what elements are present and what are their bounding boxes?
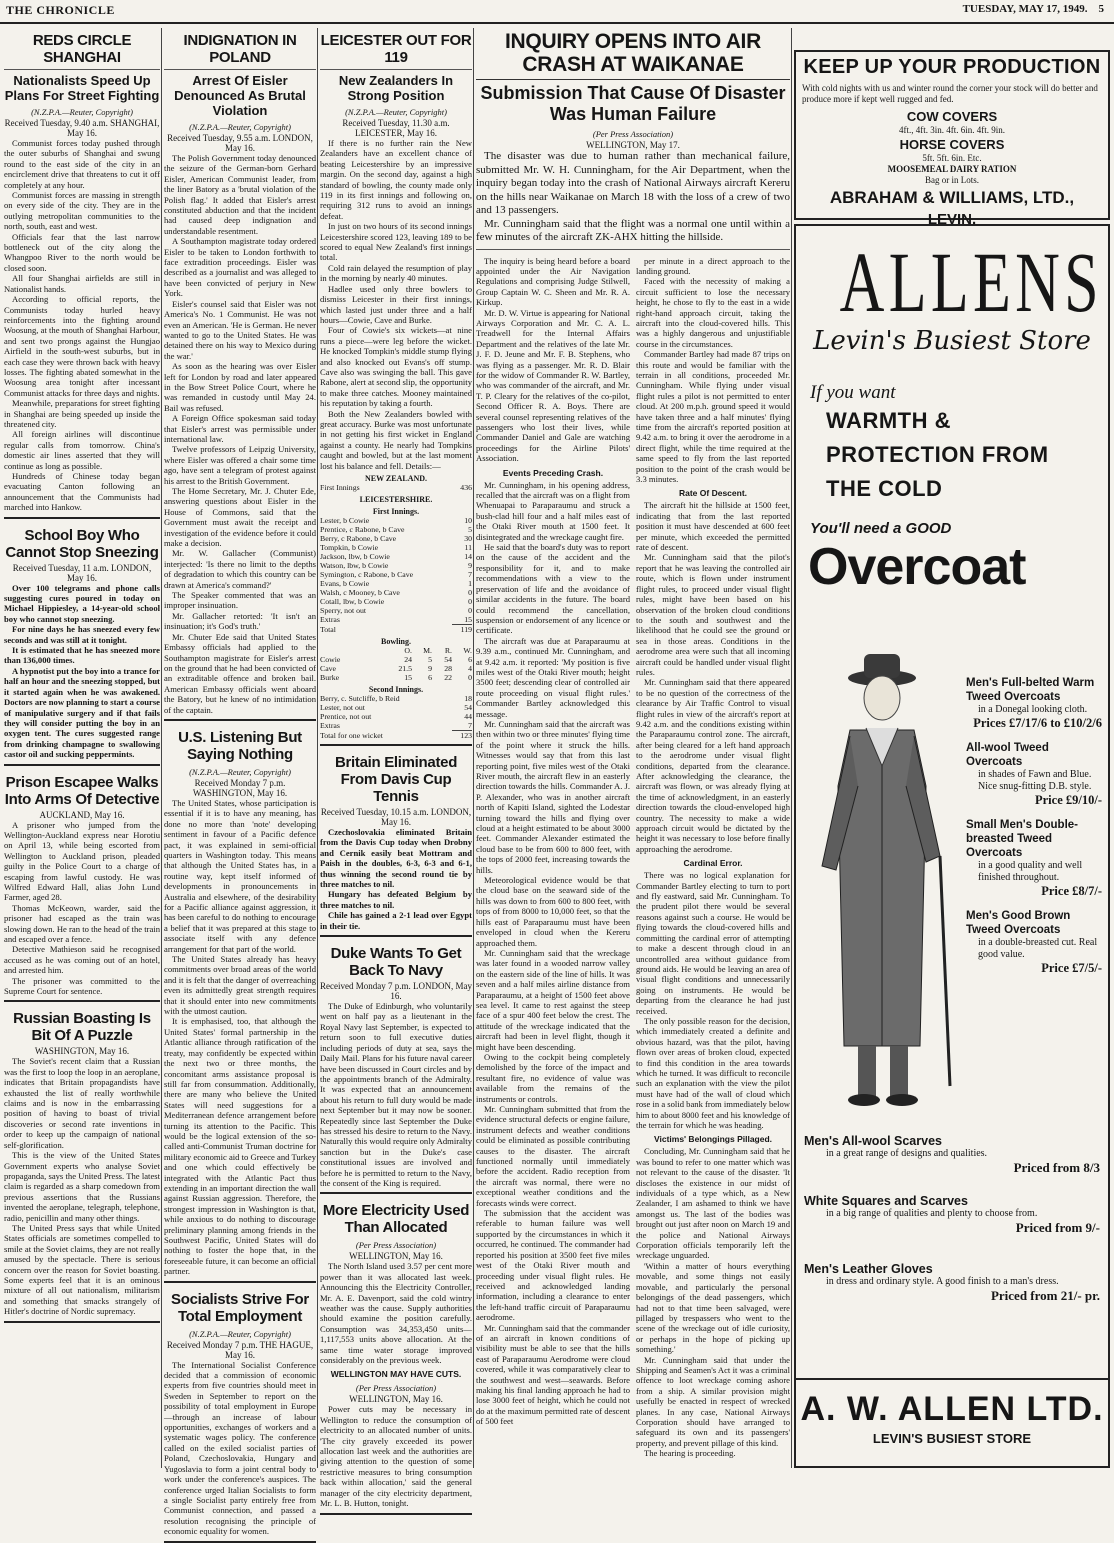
paragraph: A hypnotist put the boy into a trance for half an hour and the sneezing stopped, but it started again when he was awakened. Doctors are now planning to start a course of manipulative surgery and if that fails they will consider putting the boy in an oxygen tent. The cures suggested range from drinking champagne to swallowing castor oil and sucking peppermints. <box>4 665 160 760</box>
paragraph: A Southampton magistrate today ordered Eisler to be taken to London forthwith to face extradition proceedings. Eisler was described as a journalist and was alleged to have been convicted of perjury in New York. <box>164 236 316 299</box>
lead-story-air-crash <box>476 28 790 1468</box>
overcoat-item: Men's Good Brown Tweed Overcoats in a double-breasted cut. Real good value. Price £7/5/- <box>966 910 1102 975</box>
headline: Russian Boasting Is Bit Of A Puzzle <box>13 1010 151 1045</box>
paragraph: Four of Cowie's six wickets—at nine runs a piece—were leg before the wicket. He knocked Tompkin's middle stump flying and also knocked out Evans's off stump. Cave also was swinging the ball. This gave Rabone, alert at second slip, the opportunity to make three catches. Mooney maintained his reputation by taking a fourth. <box>320 325 472 409</box>
score-row: Tompkin, b Cowie 11 <box>320 543 472 552</box>
dateline: Received Tuesday, 9.40 a.m. SHANGHAI, May 16. <box>4 118 160 138</box>
allen-footer: A. W. ALLEN LTD. LEVIN'S BUSIEST STORE <box>796 1378 1108 1466</box>
score-row: Symington, c Rabone, b Cave 7 <box>320 570 472 579</box>
paragraph: Mr. Cunningham said that the aircraft was then within two or three minutes' flying time of the point where it struck the hills. Witnesses would say that from this last reporting point, five miles west of the Otaki River mouth, the aircraft flew in an easterly direction towards the hills. Commander A. J. P. Alexander, who was in another aircraft north of Kapiti Island, sighted the Lodestar turning toward the hills and flying over cloud at a height estimated to be about 3000 feet. Commander Alexander estimated the cloud base to be from 600 to 800 feet, with the tops of 2000 feet, increasing towards the hills. <box>476 718 630 875</box>
score-row: Extras 15 <box>320 615 472 624</box>
column-2 <box>164 28 316 1537</box>
paragraph: Mr. Cunningham, in his opening address, recalled that the aircraft was on a flight from Whenuapai to Paraparaumu and struck a bush-clad hill four and a half miles east of the Otaki River mouth at 1500 feet. It disintegrated and the wreckage caught fire. <box>476 479 630 542</box>
paragraph: Mr. Cunningham said that there appeared to be no question of the correctness of the clearance by Air Traffic Control to visual flight rules in view of the aircraft's report at 9.42 a.m. and the conditions existing within the Paraparaumu control zone. The aircraft, after being cleared for a left hand approach to the aerodrome under visual flight conditions, departed from the clearance. After acknowledging the clearance, the aircraft was flown, or was already flying at the time of acknowledgment, in an easterly direction towards the cloud-enveloped high country. The necessity to make a wide approach circuit would be dictated by the height it was necessary to lose before finally approaching the aerodrome. <box>636 677 790 854</box>
dateline: Received Tuesday, 9.55 a.m. LONDON, May 16. <box>167 133 313 153</box>
story-body <box>164 798 316 1277</box>
story-body <box>320 827 472 931</box>
ads-column <box>794 28 1110 1468</box>
story-body <box>320 1404 472 1508</box>
paragraph: Mr. Cunningham submitted that from the evidence structural defects or engine failure, instrument defects and weather conditions could be eliminated as possible contributing causes to the disaster. The aircraft functioned normally until immediately before the accident. Radio reception from the aircraft was normal, there were no exceptional weather conditions and the forecasts winds were correct. <box>476 1104 630 1208</box>
score-row: Prentice, c Rabone, b Cave 5 <box>320 525 472 534</box>
dateline: WELLINGTON, May 17. <box>586 140 680 150</box>
paragraph: A prisoner who jumped from the Wellington-Auckland express near Horotiu on April 13, while being escorted from Wellington to Auckland prison, pleaded guilty in the Police Court to a charge of escaping from lawful custody. He was Wilfred Edward Hall, alias John Lund Farmer, aged 28. <box>4 819 160 903</box>
paragraph: Both the New Zealanders bowled with great accuracy. Burke was most unfortunate in not getting his first wicket in England against a county. He nearly had Tompkins caught and bowled, but at the last moment lost his balance and fell. Details:— <box>320 408 472 471</box>
dateline: WELLINGTON, May 16. <box>349 1251 443 1262</box>
paragraph: The International Socialist Conference decided that a commission of economic experts from five countries should meet in Sweden in September to report on the possibility of total employment in Europe—through an increase of labour opportunities, exchanges of workers and a systematic wages policy. The conference called on the exiled socialist parties of Poland, Czechoslovakia, Hungary and Yugoslavia to form a joint central body to work under the conference's auspices. The conference urged Italian Socialists to form a single Socialist party entirely free from Communist connection, and passed a resolution recognising the principle of economic equality for women. <box>164 1359 316 1537</box>
story-socialists <box>164 1287 316 1543</box>
paragraph: The only possible reason for the decision, which immediately created a definite and obvious hazard, was that the pilot, having flown over areas of broken cloud, expected to find this condition in the area towards which he turned. It was difficult to reconcile such an explanation with the view the pilot must have had of the wall of cloud which rose in a solid bank from immediately below him to about 8000 feet and his knowledge of the terrain for which he was heading. <box>636 1015 790 1130</box>
dateline: Received Tuesday, 11.30 a.m. LEICESTER, May 16. <box>342 118 450 138</box>
headline: LEICESTER OUT FOR 119 <box>320 32 472 66</box>
paragraph: The Home Secretary, Mr. J. Chuter Ede, answering questions about Eisler in the House of Commons, said that the Government must await the receipt and investigation of the evidence before it could make a decision. <box>164 486 316 549</box>
paragraph: It is emphasised, too, that although the United States' formal partnership in the Atlantic alliance through ratification of the treaty, may confidently be expected within the next two or three months, the concomitant arms assistance proposal is still far from consummation. Additionally, there are many who believe the United States will need suggestions for a Mediterranean defence arrangement before turning its attention to the Pacific. This would be the logical extension of the so-called anti-Communist Truman doctrine for military economic aid to Greece and Turkey and one which could effectively be integrated with the Atlantic Pact thus extending in an important direction the wall against Russian aggression. Therefore, the strongest impression in Washington is that, while anxious to do nothing to discourage preliminary planning among friends in the Southwest Pacific, United States will do nothing to foster the hope that, in the foreseeable future, it can become an official partner. <box>164 1016 316 1277</box>
paragraph: Mr. Cunningham said that the commander of an aircraft in known conditions of visibility must be able to see that the hills east of Paraparaumu Aerodrome were cloud covered, while it was comparatively clear to the southwest and west—seawards. Before making his final landing approach he had to lose 3000 feet of height, which he could not do at the maximum permitted rate of descent of 500 feet <box>476 1322 630 1427</box>
score-row: Berry, c Rabone, b Cave 30 <box>320 534 472 543</box>
headline: Duke Wants To Get Back To Navy <box>330 945 462 980</box>
paper-name: THE CHRONICLE <box>6 3 115 17</box>
paragraph: The Duke of Edinburgh, who voluntarily went on half pay as a lieutenant in the Royal Navy last September, is expected to return soon to full executive duties including periods of duty at sea, says the Daily Mail. Plans for his future naval career have been discussed in Court circles and by the appointments branch of the Admiralty. It was expected that an announcement about his return to full duty would be made next September but it may now be sooner. Repeatedly since last September the Duke has stressed his desire to return to the Navy. Naturally this would require only Admiralty sanction but in the Duke's case constitutional issues are involved and before he is permitted to return to the Navy, the consent of the King is required. <box>320 1001 472 1188</box>
overcoat-item: Small Men's Double-breasted Tweed Overcoats in a good quality and well finished throughout. Price £8/7/- <box>966 819 1102 898</box>
paragraph: Detective Mathieson said he recognised accused as he was coming out of an hotel, and arrested him. <box>4 944 160 976</box>
paragraph: Twelve professors of Leipzig University, where Eisler was offered a chair some time ago, have sent a telegram of protest against his arrest to the British Government. <box>164 444 316 486</box>
column-1 <box>4 28 160 1468</box>
scorecard-second-innings <box>320 694 472 730</box>
paragraph: The Soviet's recent claim that a Russian was the first to loop the loop in an aeroplane, indicates that Britain propagandists have exhausted the list of really worthwhile claims and is now in the embarrassing position of having to boast of trivial discoveries or second rate inventions in order to keep up the campaign of national self-glorification. <box>4 1056 160 1150</box>
subhead: Submission That Cause Of Disaster Was Human Failure <box>476 79 790 125</box>
headline: INQUIRY OPENS INTO AIR CRASH AT WAIKANAE <box>505 30 761 76</box>
paragraph: Thomas McKeown, warder, said the prisoner had escaped as the train was slowing down. He ran to the head of the train and escaped over a fence. <box>4 902 160 944</box>
paragraph: The prisoner was committed to the Supreme Court for sentence. <box>4 975 160 997</box>
accessory-squares: White Squares and Scarves in a big range of qualities and plenty to choose from. Priced from 9/- <box>804 1194 1100 1235</box>
score-row: Evans, b Cowie 1 <box>320 579 472 588</box>
story-schoolboy <box>4 523 160 766</box>
paragraph: Meanwhile, preparations for street fighting in Shanghai are being speeded up inside the threatened city. <box>4 398 160 429</box>
masthead <box>0 0 1114 24</box>
score-row: Lester, b Cowie 10 <box>320 516 472 525</box>
scorecard-nz: First Innings 436 <box>320 483 472 492</box>
paragraph: He said that the board's duty was to report on the cause of the accident and the responsibility for it, and to make recommendations with a view to the preservation of life and the avoidance of similar accidents in the future. The board could recommend the cancellation, suspension or endorsement of any licence or certificate. <box>476 542 630 636</box>
paragraph: Mr. D. W. Virtue is appearing for National Airways Corporation and Mr. C. A. L. Treadwell for the Internal Affairs Department and the relatives of the late Mr. J. F. D. Jeune and Mr. F. B. Stephens, who was flying as a passenger. Mr. R. D. Blair for the widow of Commander R. W. Bartley, who was commander of the aircraft, and Mr. T. P. Cleary for the relatives of the co-pilot, Second Officer R. A. Boys. There are several counsel representing relatives of the passengers who lost their lives, while Commander Daniel and Gale are watching proceedings for the Airline Pilots' Association. <box>476 307 630 464</box>
story-body <box>4 583 160 760</box>
paragraph: Cold rain delayed the resumption of play in the morning by nearly 40 minutes. <box>320 262 472 284</box>
paragraph: Mr. Gallacher retorted: 'It isn't an insinuation; it's God's truth.' <box>164 610 316 632</box>
headline: REDS CIRCLE SHANGHAI <box>32 32 132 66</box>
paragraph: Owing to the cockpit being completely demolished by the force of the impact and resultant fire, no evidence of value was available from the remains of the instruments or controls. <box>476 1051 630 1104</box>
paragraph: Chile has gained a 2-1 lead over Egypt in their tie. <box>320 910 472 931</box>
paragraph: 'Within a matter of hours everything movable, and some things not easily movable, and particularly the personal belongings of the dead passengers, which had not to that time been salvaged, were pillaged by trespassers who went to the scene of the wreckage out of idle curiosity, or perhaps in the hope of picking up something.' <box>636 1260 790 1355</box>
credit: (N.Z.P.A.—Reuter, Copyright) <box>189 122 291 132</box>
subhead: New Zealanders In Strong Position <box>320 69 472 103</box>
scorecard-second-total: Total for one wicket 123 <box>320 730 472 740</box>
story-body <box>4 820 160 997</box>
overcoat-man-illustration <box>802 646 962 1116</box>
paragraph: The Speaker commented that was an improper insinuation. <box>164 590 316 611</box>
paragraph: A Foreign Office spokesman said today that Eisler's arrest was permissible under international law. <box>164 413 316 444</box>
paragraph: The disaster was due to human rather than mechanical failure, submitted Mr. W. H. Cunningham, for the Air Department, when the inquiry began today into the crash of National Airways aircraft Kereru on the hills near Waikanae on March 18 with the loss of a crew of two and 13 passengers. <box>476 150 790 216</box>
score-row: Watson, lbw, b Cowie 9 <box>320 561 472 570</box>
story-electricity <box>320 1198 472 1514</box>
story-body <box>164 153 316 715</box>
overcoat-list <box>966 666 1106 976</box>
story-reds-shanghai <box>4 28 160 519</box>
paragraph: Eisler's counsel said that Eisler was not America's No. 1 Communist. He was not even an American. 'He is German. He never wanted to go to the United States. He was detained there on his way to Mexico during the war.' <box>164 298 316 361</box>
score-row: Cotall, lbw, b Cowie 0 <box>320 597 472 606</box>
paragraph: Hadlee used only three bowlers to dismiss Leicester in their first innings, which lasted just under three and a half hours—Cowie, Cave and Burke. <box>320 283 472 325</box>
scorecard-total: Total 119 <box>320 624 472 634</box>
ad-allens: ALLENS Levin's Busiest Store If you want WARMTH & PROTECTION FROM THE COLD You'll need a GOOD Overcoat Men's Full-belted Warm Tweed Overcoats in a Donegal looking cloth. Prices £7/17/6 to £10/2/6 All-wool Tweed Overcoats in shades of Fawn and Blue. Nice snug-fitting D.B. style. Price £9/10/- Small Men's Double-breasted Tweed Overcoats in a good quality and well finished throughout. Price £8/7/- Men's Good Brown Tweed Overcoats in a double-breasted cut. Real good value. Price £7/5/- Men's All-wool Scarves in a great range of designs and qualities. Priced from 8/3 White Squares and Scarves in a big range of qualities and plenty to choose from. Priced from 9/- Men's Leather Gloves in dress and ordinary style. A good finish to a man's dress. Priced from 21/- pr. A. W. ALLEN LTD. LEVIN'S BUSIEST STORE <box>794 224 1110 1468</box>
paragraph: Mr. Cunningham said that under the Shipping and Seamen's Act it was a criminal offence to loot wreckage coming ashore from a ship. A similar provision might usefully be enacted in respect of wrecked planes. In any case, National Airways Corporation should have arranged to safeguard its own and its passengers' property, and prevent pillage of this kind. <box>636 1354 790 1448</box>
paragraph: Mr. W. Gallacher (Communist) interjected: 'Is there no limit to the depths of degradation to which this country can be drawn at America's command?' <box>164 548 316 590</box>
paragraph: The inquiry is being heard before a board appointed under the Air Navigation Regulations and comprising Judge Stilwell, Group Captain W. C. Sheen and Mr. R. A. Kirkup. <box>476 255 630 308</box>
story-body <box>320 1261 472 1365</box>
paragraph: The submission that the accident was referable to human failure was well supported by the circumstances in which it occurred, he continued. The commander had reported his position at 3500 feet five miles west of the Otaki River mouth and proceeding under visual flight rules. He received and acknowledged landing information, including a clearance to enter the left-hand traffic circuit of Paraparaumu aerodrome. <box>476 1208 630 1323</box>
paragraph: There was no logical explanation for Commander Bartley electing to turn to port and fly eastward, said Mr. Cunningham. To the prudent pilot there would be several reasons against such a course. He would be flying towards the cloud-covered hills and committing the cardinal error of attempting to make a descent through cloud in an uncontrolled area without guidance from ground aids. He would be leaving an area of visual flight conditions and unnecessarily going on instruments. He would be departing from the clearance he had just received. <box>636 870 790 1016</box>
bowling-row: Cowie 24 5 54 6 <box>320 655 472 664</box>
story-duke <box>320 941 472 1194</box>
section-heading: Rate Of Descent. <box>678 488 748 499</box>
paragraph: Officials fear that the last narrow bottleneck out of the city along the Whangpoo River to the north would be closed soon. <box>4 231 160 273</box>
headline: Socialists Strive For Total Employment <box>171 1290 309 1325</box>
paragraph: The United Press says that while United States officials are sometimes compelled to smile at the Soviet claims, they are not really amused by the spectacle. There is serious concern over the reason for Soviet boasting. Some experts feel that it is an ominous mixture of all out nationalism, militarism and something that smacks strangely of Hitler's doctrine of Nordic supremacy. <box>4 1222 160 1317</box>
headline: U.S. Listening But Saying Nothing <box>178 728 302 763</box>
story-prison-escapee <box>4 770 160 1003</box>
paragraph: Commander Bartley had made 87 trips on this route and would be familiar with the terrain in all conditions, proceeded Mr. Cunningham. While flying under visual flight rules a pilot is not permitted to enter cloud. At 200 m.p.h. ground speed it would have taken three and a half minutes' flying time from the aircraft's reported position at 9.42 a.m. to bring it over the aerodrome in a direct flight, while the time required at the same speed to fly from the last reported position to the point of the crash would be 3.3 minutes. <box>636 349 790 485</box>
story-body <box>4 138 160 513</box>
dateline: AUCKLAND, May 16. <box>39 809 125 820</box>
story-body <box>320 138 472 471</box>
accessory-gloves: Men's Leather Gloves in dress and ordinary style. A good finish to a man's dress. Priced from 21/- pr. <box>804 1262 1100 1303</box>
paragraph: Mr. Cunningham said that the wreckage was later found in a wooded narrow valley on the eastern side of the line of hills. It was seven and a half miles airline distance from Paraparaumu, at a height of 1500 feet above sea level. It came to rest against the steep face of a spur 400 feet below the crest. The attitude of the wreckage indicated that the aircraft had been in level flight, though it might have been descending. <box>476 947 630 1052</box>
paragraph: For nine days he has sneezed every few seconds and was still at it tonight. <box>4 624 160 645</box>
credit: (N.Z.P.A.—Reuter, Copyright) <box>189 766 291 777</box>
paragraph: The aircraft was due at Paraparaumu at 9.39 a.m., continued Mr. Cunningham, and at 9.42 a.m. it reported: 'My position is five miles west of the Otaki River mouth; height 3500 feet; descending clear of controlled air route proceeding on visual flight rules.' Commander Bartley acknowledged this message. <box>476 635 630 719</box>
paragraph: Hundreds of Chinese today began evacuating Canton following an announcement that the Communists had marched into Hankow. <box>4 471 160 513</box>
credit: (Per Press Association) <box>592 129 674 139</box>
section-heading: Events Preceding Crash. <box>502 467 604 478</box>
ad-abraham-williams: KEEP UP YOUR PRODUCTION With cold nights with us and winter round the corner your stock will do better and produce more if kept well rugged and fed. COW COVERS 4ft., 4ft. 3in. 4ft. 6in. 4ft. 9in. HORSE COVERS 5ft. 5ft. 6in. Etc. MOOSEMEAL DAIRY RATION Bag or in Lots. ABRAHAM & WILLIAMS, LTD., LEVIN. <box>794 50 1110 220</box>
paragraph: According to official reports, the Communists today hurled heavy reinforcements into the fighting around Woosung, at the mouth of Shanghai Harbour, and sent two prongs against the Hungjao Airfield in the south-west suburbs, but in each case they were thrown back with heavy losses. The fighting abated somewhat in the Woosung area tonight after incessant Communist attacks for three days and nights. <box>4 294 160 398</box>
allens-script: Levin's Busiest Store <box>813 326 1091 356</box>
paragraph: The aircraft hit the hillside at 1500 feet, indicating that from the last reported position it must have descended at 600 feet per minute, which exceeded the permitted rate of descent. <box>636 500 790 553</box>
scorecard-leic-title: LEICESTERSHIRE. <box>359 495 433 504</box>
dateline: Received Monday 7 p.m. WASHINGTON, May 16. <box>192 777 288 798</box>
paragraph: The hearing is proceeding. <box>644 1448 736 1459</box>
lead-paragraphs <box>476 150 790 250</box>
overcoat-item: All-wool Tweed Overcoats in shades of Fawn and Blue. Nice snug-fitting D.B. style. Price £9/10/- <box>966 742 1102 807</box>
headline: INDIGNATION IN POLAND <box>183 32 297 66</box>
dateline: Received Tuesday, 11 a.m. LONDON, May 16. <box>12 562 152 583</box>
subhead: Nationalists Speed Up Plans For Street Fighting <box>4 69 160 103</box>
paragraph: The North Island used 3.57 per cent more power than it was allocated last week. Announcing this the Electricity Controller, Mr. A. E. Davenport, said the cold wintry weather was the cause. Supply authorities should examine the position carefully. Consumption was 34,353,450 units—1,117,553 units above allocation. At the same time water storage improved considerably on the previous week. <box>320 1261 472 1366</box>
dateline: Received Monday 7 p.m. THE HAGUE, May 16. <box>166 1339 314 1360</box>
paragraph: per minute in a direct approach to the landing ground. <box>636 255 790 276</box>
accessory-scarves: Men's All-wool Scarves in a great range of designs and qualities. Priced from 8/3 <box>804 1134 1100 1175</box>
overcoat-title: Overcoat <box>808 538 1026 596</box>
paragraph: As soon as the hearing was over Eisler left for London by road and later appeared in the Bow Street Police Court, where he was remanded in custody until May 24. Bail was refused. <box>164 361 316 413</box>
paragraph: Communist forces are massing in strength on every side of the city. They are in the outlying metropolitan communities to the north, south, east and west. <box>4 190 160 232</box>
credit: (Per Press Association) <box>355 1240 437 1251</box>
story-russian-boasting <box>4 1006 160 1322</box>
story-leicester: LEICESTER OUT FOR 119 New Zealanders In Strong Position (N.Z.P.A.—Reuter, Copyright) Received Tuesday, 11.30 a.m. LEICESTER, May 16. If there is no further rain the New Zealanders have an excellent chance of beating Leicestershire by an impressive margin. On the second day, against a high standard of bowling, the county made only 119 in its first innings and following on, requiring 312 runs to avoid an innings defeat. In just on two hours of its second innings Leicestershire scored 123, leaving 189 to be scored to equal New Zealand's first innings total. Cold rain delayed the resumption of play in the morning by nearly 40 minutes. Hadlee used only three bowlers to dismiss Leicester in their first innings, which lasted just under three and a half hours—Cowie, Cave and Burke. Four of Cowie's six wickets—at nine runs a piece—were leg before the wicket. He knocked Tompkin's middle stump flying and also knocked out Evans's off stump. Cave also was swinging the ball. This gave Rabone, alert at second slip, the opportunity to make three catches. Mooney maintained his reputation by taking a fourth. Both the New Zealanders bowled with great accuracy. Burke was most unfortunate in not getting his first wicket in England against a county. He nearly had Tompkins caught and bowled, but at the last moment lost his balance and fell. Details:— NEW ZEALAND. First Innings 436 LEICESTERSHIRE. First Innings. Lester, b Cowie 10 Prentice, c Rabone, b Cave 5 Berry, c Rabone, b Cave 30 Tompkin, b Cowie 11 Jackson, lbw, b Cowie 14 Watson, lbw, b Cowie 9 Symington, c Rabone, b Cave 7 Evans, b Cowie 1 Walsh, c Mooney, b Cave 0 Cotall, lbw, b Cowie 0 Sperry, not out 0 Extras 15 Total 119 Bowling. O. M. R. W. Cowie 24 5 54 6 Cave 21.5 9 28 4 Burke 15 6 22 0 Second Innings. Berry, c. Sutcliffe, b Reid 18 Lester, not out 54 Prentice, not out 44 Extras 7 Total for one wicket 123 <box>320 28 472 746</box>
paragraph: It is estimated that he has sneezed more than 136,000 times. <box>4 645 160 666</box>
headline: Prison Escapee Walks Into Arms Of Detective <box>4 773 160 808</box>
credit: (Per Press Association) <box>355 1383 437 1394</box>
sub-headline: WELLINGTON MAY HAVE CUTS. <box>330 1369 462 1380</box>
subhead: Arrest Of Eisler Denounced As Brutal Violation <box>164 69 316 118</box>
paragraph: Mr. Cunningham said that the flight was a normal one until within a few minutes of the aircraft ZK-AHX hitting the hillside. <box>476 217 790 243</box>
paragraph: All foreign airlines will discontinue regular calls from tomorrow. China's domestic air lines asserted that they will continue as long as possible. <box>4 429 160 471</box>
paragraph: Concluding, Mr. Cunningham said that he was bound to refer to one matter which was not relevant to the cause of the disaster. 'It discloses the existence in our midst of individuals of a type which, as a New Zealander, I am ashamed to think we have amongst us. The last of the bodies was brought out just after noon on March 19 and the police and National Airways Corporation officials temporarily left the wreckage unguarded. <box>636 1146 790 1261</box>
paragraph: All four Shanghai airfields are still in Nationalist hands. <box>4 273 160 294</box>
scorecard-bowling <box>320 646 472 682</box>
dateline: Received Tuesday, 10.15 a.m. LONDON, May 16. <box>320 807 472 827</box>
section-heading: Cardinal Error. <box>683 858 743 869</box>
story-body-left <box>476 256 630 1427</box>
paragraph: Faced with the necessity of making a circuit sufficient to lose the necessary height, he chose to fly to the east in a wide right-hand approach circuit, taking the aircraft into the cloud-covered hills. This was a highly dangerous and unjustifiable course in the circumstances. <box>636 276 790 349</box>
score-row: Prentice, not out 44 <box>320 712 472 721</box>
paragraph: Mr. Cunningham said that the pilot's report that he was leaving the controlled air route, which is flown under instrument flight rules, to proceed under visual flight rules, might have been based on his observation of the broken cloud conditions to the south and southwest and the likelihood that he could see the ground or sea in those areas. Conditions in the aerodrome area were such that all incoming aircraft could be handled under visual flight rules. <box>636 552 790 677</box>
dateline: Received Monday 7 p.m. LONDON, May 16. <box>320 981 472 1002</box>
story-body <box>320 1001 472 1188</box>
credit: (N.Z.P.A.—Reuter, Copyright) <box>31 107 133 117</box>
paragraph: The United States already has heavy commitments over broad areas of the world and it is felt that the danger of overreaching even its admittedly great strength requires that it should enter into new commitments with the utmost caution. <box>164 954 316 1017</box>
story-body-right <box>636 256 790 485</box>
bowling-row: Cave 21.5 9 28 4 <box>320 664 472 673</box>
paragraph: Over 100 telegrams and phone calls suggesting cures poured in today on Michael Hippiesley, a 14-year-old school boy who cannot stop sneezing. <box>4 582 160 624</box>
dateline: WELLINGTON, May 16. <box>349 1394 443 1405</box>
paragraph: This is the view of the United States Government experts who analyse Soviet propaganda, says the United Press. The latest claim is regarded as a sharp comedown from previous assertions that the Russians invented the aeroplane, telegraph, telephone, radio, penicillin and many other things. <box>4 1150 160 1223</box>
paragraph: The United States, whose participation is essential if it is to have any meaning, has done no more than 'note' developing sentiment in favour of a Pacific defence pact, it was explained in semi-official quarters in Washington today. This means that although the United States has, in a routine way, kept itself informed of developments in pronouncements in Australia and elsewhere, of the desirability for a Pacific alliance against aggression, it has been careful to do nothing to encourage a belief that it was prepared at this stage to associate itself with any defence arrangement for that part of the world. <box>164 797 316 954</box>
section-heading: Victims' Belongings Pillaged. <box>653 1134 773 1145</box>
paragraph: Czechoslovakia eliminated Britain from the Davis Cup today when Drobny and Cernik easily beat Mottram and Paish in the doubles, 6-3, 6-3 and 6-1, thus winning the second round tie by three matches to nil. <box>320 827 472 890</box>
bowling-row: Burke 15 6 22 0 <box>320 673 472 682</box>
bowling-row: O. M. R. W. <box>404 646 472 655</box>
story-davis-cup <box>320 750 472 937</box>
story-poland <box>164 28 316 721</box>
scorecard-first-innings <box>320 516 472 624</box>
score-row: Extras 7 <box>320 721 472 730</box>
score-row: Berry, c. Sutcliffe, b Reid 18 <box>320 694 472 703</box>
paragraph: If there is no further rain the New Zealanders have an excellent chance of beating Leicestershire by an impressive margin. On the second day, against a high standard of bowling, the county made only 119 in its first innings and following on, requiring 312 runs to avoid an innings defeat. <box>320 138 472 221</box>
issue-date: TUESDAY, MAY 17, 1949. 5 <box>962 3 1104 15</box>
score-row: Walsh, c Mooney, b Cave 0 <box>320 588 472 597</box>
story-body <box>4 1056 160 1316</box>
paragraph: Meteorological evidence would be that the cloud base on the seaward side of the hills was down to from 600 to 800 feet, with tops of from 8000 to 10,000 feet, so that the hills east of Paraparaumu must have been enveloped in cloud when the Kereru approached them. <box>476 875 630 948</box>
paragraph: Power cuts may be necessary in Wellington to reduce the consumption of electricity to an allocated number of units. 'The city gravely exceeded its power allocation last week and the authorities are giving attention to the question of some restrictive measures to bring consumption back within allocation,' said the general manager of the city electricity department, Mr. L. B. Hutton, tonight. <box>320 1404 472 1509</box>
paragraph: The Polish Government today denounced the seizure of the German-born Gerhard Eisler, American Communist leader, from the liner Batory as a 'brutal violation of the Polish flag.' It added that Eisler's arrest constituted abduction and that the incident had caused deep indignation and understandable resentment. <box>164 153 316 236</box>
allens-logo: ALLENS <box>839 234 1103 330</box>
score-row: Lester, not out 54 <box>320 703 472 712</box>
story-us-listening <box>164 725 316 1283</box>
scorecard-nz-title: NEW ZEALAND. <box>364 474 428 483</box>
headline: Britain Eliminated From Davis Cup Tennis <box>334 754 458 805</box>
paragraph: Hungary has defeated Belgium by three matches to nil. <box>320 889 472 910</box>
dateline: WASHINGTON, May 16. <box>34 1046 130 1057</box>
credit: (N.Z.P.A.—Reuter, Copyright) <box>189 1328 291 1339</box>
paragraph: In just on two hours of its second innings Leicestershire scored 123, leaving 189 to be scored to equal New Zealand's first innings total. <box>320 221 472 263</box>
paragraph: Mr. Chuter Ede said that United States Embassy officials had applied to the Southampton magistrate for Eisler's arrest on the ground that he had been convicted of an extraditable offence and broken bail. American Embassy officials went aboard the Batory, but he knew of no intimidation of the captain. <box>164 631 316 715</box>
credit: (N.Z.P.A.—Reuter, Copyright) <box>345 107 447 117</box>
story-body <box>164 1360 316 1537</box>
overcoat-item: Men's Full-belted Warm Tweed Overcoats in a Donegal looking cloth. Prices £7/17/6 to £10/2/6 <box>966 677 1102 730</box>
score-row: Jackson, lbw, b Cowie 14 <box>320 552 472 561</box>
headline: School Boy Who Cannot Stop Sneezing <box>5 526 159 561</box>
paragraph: Communist forces today pushed through the outer suburbs of Shanghai and swung round to the east side of the city in an encirclement drive that threatens to cut it off completely at any hour. <box>4 138 160 190</box>
headline: More Electricity Used Than Allocated <box>322 1202 470 1237</box>
column-3 <box>320 28 472 1509</box>
score-row: Sperry, not out 0 <box>320 606 472 615</box>
